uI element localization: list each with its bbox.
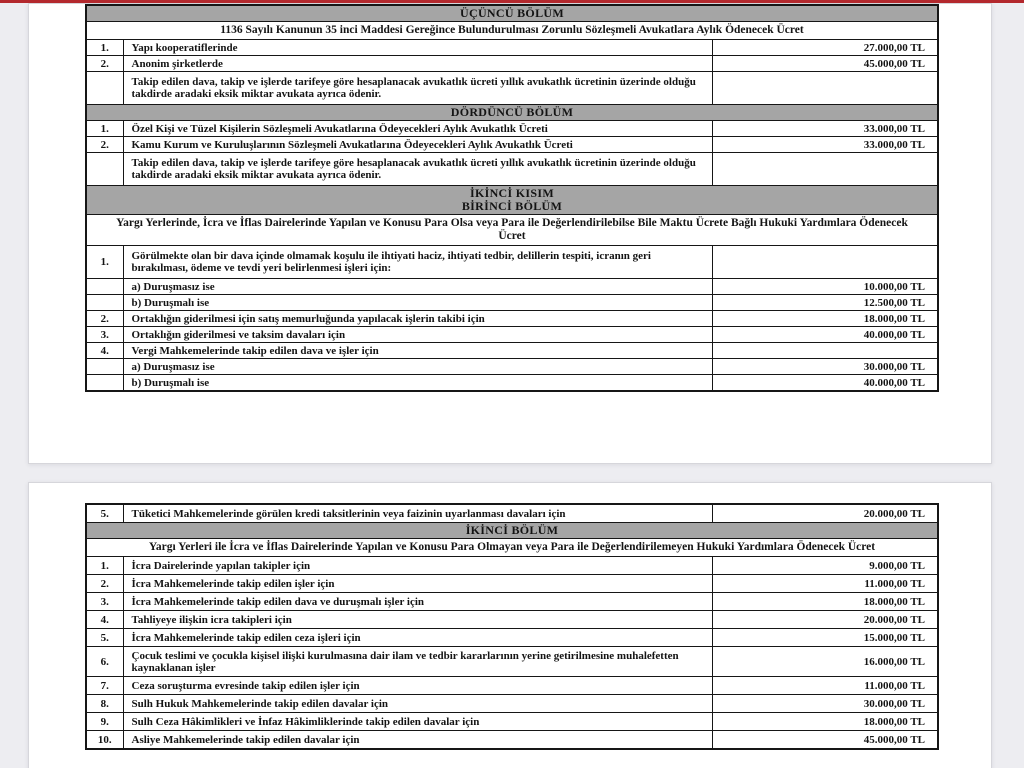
row-description-cell: Ceza soruşturma evresinde takip edilen işler için [123,677,712,695]
row-number-cell: 2. [86,575,123,593]
fee-item-row [86,647,938,677]
row-description-cell: Ortaklığın giderilmesi ve taksim davaları için [123,327,712,343]
row-amount-cell: 16.000,00 TL [712,647,938,677]
row-number-cell: 3. [86,327,123,343]
fee-item-row [86,72,938,105]
table-title-row [86,22,938,40]
section-header-row [86,105,938,121]
row-amount-cell: 11.000,00 TL [712,575,938,593]
document-page-2 [28,482,992,768]
row-number-cell: 5. [86,504,123,523]
row-amount-cell: 18.000,00 TL [712,311,938,327]
row-amount-cell: 20.000,00 TL [712,611,938,629]
row-amount-cell: 20.000,00 TL [712,504,938,523]
row-amount-cell: 30.000,00 TL [712,695,938,713]
row-amount-cell: 11.000,00 TL [712,677,938,695]
row-description-cell: Yapı kooperatiflerinde [123,40,712,56]
row-description-cell: İcra Mahkemelerinde takip edilen dava ve duruşmalı işler için [123,593,712,611]
viewer-top-border [0,0,1024,3]
section-header-line: İKİNCİ BÖLÜM [465,523,559,537]
fee-item-row [86,153,938,186]
fee-item-row [86,343,938,359]
table-title-cell: Yargı Yerlerinde, İcra ve İflas Dairelerinde Yapılan ve Konusu Para Olsa veya Para ile Değerlendirilebilse Bile Maktu Ücrete Bağlı Hukuki Yardımlara Ödenecek Ücret [86,215,938,246]
section-header-cell [86,186,938,215]
row-amount-cell: 45.000,00 TL [712,56,938,72]
row-number-cell: 8. [86,695,123,713]
table-title-row [86,215,938,246]
row-description-cell: İcra Mahkemelerinde takip edilen işler için [123,575,712,593]
fee-item-row [86,375,938,392]
row-amount-cell: 12.500,00 TL [712,295,938,311]
fee-item-row [86,677,938,695]
section-header-line: İKİNCİ KISIM [470,186,554,200]
section-header-row [86,523,938,539]
row-number-cell: 1. [86,121,123,137]
row-description-cell: b) Duruşmalı ise [123,375,712,392]
row-description-cell: Tüketici Mahkemelerinde görülen kredi taksitlerinin veya faizinin uyarlanması davaları için [123,504,712,523]
row-amount-cell: 27.000,00 TL [712,40,938,56]
section-header-line: ÜÇÜNCÜ BÖLÜM [460,6,564,20]
table-title-row [86,539,938,557]
fee-item-row [86,137,938,153]
fee-item-row [86,695,938,713]
row-number-cell: 6. [86,647,123,677]
fee-item-row [86,56,938,72]
section-header-line: BİRİNCİ BÖLÜM [461,199,563,213]
row-amount-cell [712,343,938,359]
row-description-cell: Tahliyeye ilişkin icra takipleri için [123,611,712,629]
fee-tariff-table-1 [85,4,939,392]
fee-item-row [86,611,938,629]
row-number-cell [86,295,123,311]
section-header-line: DÖRDÜNCÜ BÖLÜM [450,105,574,119]
row-description-cell: Kamu Kurum ve Kuruluşlarının Sözleşmeli Avukatlarına Ödeyecekleri Aylık Avukatlık Ücreti [123,137,712,153]
fee-item-row [86,327,938,343]
row-description-cell: Görülmekte olan bir dava içinde olmamak koşulu ile ihtiyati haciz, ihtiyati tedbir, delillerin tespiti, icranın geri bırakılması, ödeme ve tevdi yeri belirlenmesi işleri için: [123,246,712,279]
row-number-cell: 2. [86,311,123,327]
row-number-cell [86,359,123,375]
section-header-cell [86,105,938,121]
row-description-cell: Asliye Mahkemelerinde takip edilen davalar için [123,731,712,750]
row-description-cell: İcra Mahkemelerinde takip edilen ceza işleri için [123,629,712,647]
row-number-cell: 4. [86,343,123,359]
fee-item-row [86,121,938,137]
fee-item-row [86,629,938,647]
document-page-1 [28,3,992,464]
fee-item-row [86,311,938,327]
row-number-cell: 3. [86,593,123,611]
row-number-cell: 2. [86,137,123,153]
row-amount-cell: 30.000,00 TL [712,359,938,375]
row-number-cell: 9. [86,713,123,731]
row-amount-cell: 9.000,00 TL [712,557,938,575]
fee-item-row [86,575,938,593]
fee-tariff-table-2-body [86,504,938,749]
row-amount-cell: 40.000,00 TL [712,375,938,392]
row-description-cell: Takip edilen dava, takip ve işlerde tarifeye göre hesaplanacak avukatlık ücreti yıllık avukatlık ücretinin üzerinde olduğu takdirde aradaki eksik miktar avukata ayrıca ödenir. [123,72,712,105]
fee-item-row [86,246,938,279]
fee-item-row [86,359,938,375]
fee-item-row [86,504,938,523]
section-header-row [86,5,938,22]
row-description-cell: a) Duruşmasız ise [123,359,712,375]
row-amount-cell [712,246,938,279]
row-description-cell: b) Duruşmalı ise [123,295,712,311]
row-number-cell: 7. [86,677,123,695]
row-number-cell: 1. [86,40,123,56]
row-amount-cell: 40.000,00 TL [712,327,938,343]
row-description-cell: Ortaklığın giderilmesi için satış memurluğunda yapılacak işlerin takibi için [123,311,712,327]
row-description-cell: Vergi Mahkemelerinde takip edilen dava ve işler için [123,343,712,359]
row-amount-cell: 45.000,00 TL [712,731,938,750]
section-header-row [86,186,938,215]
row-number-cell: 4. [86,611,123,629]
fee-tariff-table-2 [85,503,939,750]
row-description-cell: Takip edilen dava, takip ve işlerde tarifeye göre hesaplanacak avukatlık ücreti yıllık avukatlık ücretinin üzerinde olduğu takdirde aradaki eksik miktar avukata ayrıca ödenir. [123,153,712,186]
row-description-cell: İcra Dairelerinde yapılan takipler için [123,557,712,575]
section-header-cell [86,5,938,22]
row-number-cell [86,279,123,295]
row-number-cell: 1. [86,246,123,279]
row-number-cell: 10. [86,731,123,750]
row-description-cell: Sulh Hukuk Mahkemelerinde takip edilen davalar için [123,695,712,713]
row-amount-cell: 18.000,00 TL [712,713,938,731]
fee-item-row [86,295,938,311]
table-title-cell: Yargı Yerleri ile İcra ve İflas Dairelerinde Yapılan ve Konusu Para Olmayan veya Para ile Değerlendirilemeyen Hukuki Yardımlara Ödenecek Ücret [86,539,938,557]
row-number-cell [86,153,123,186]
row-amount-cell: 33.000,00 TL [712,137,938,153]
row-number-cell [86,375,123,392]
section-header-cell [86,523,938,539]
row-description-cell: a) Duruşmasız ise [123,279,712,295]
row-number-cell: 1. [86,557,123,575]
row-amount-cell: 15.000,00 TL [712,629,938,647]
row-number-cell: 2. [86,56,123,72]
row-description-cell: Sulh Ceza Hâkimlikleri ve İnfaz Hâkimliklerinde takip edilen davalar için [123,713,712,731]
row-description-cell: Özel Kişi ve Tüzel Kişilerin Sözleşmeli Avukatlarına Ödeyecekleri Aylık Avukatlık Ücreti [123,121,712,137]
fee-item-row [86,731,938,750]
row-amount-cell [712,153,938,186]
row-amount-cell: 18.000,00 TL [712,593,938,611]
row-description-cell: Anonim şirketlerde [123,56,712,72]
fee-tariff-table-1-body [86,5,938,391]
fee-item-row [86,557,938,575]
fee-item-row [86,713,938,731]
fee-item-row [86,279,938,295]
row-amount-cell: 33.000,00 TL [712,121,938,137]
fee-item-row [86,40,938,56]
table-title-cell: 1136 Sayılı Kanunun 35 inci Maddesi Gereğince Bulundurulması Zorunlu Sözleşmeli Avukatlara Aylık Ödenecek Ücret [86,22,938,40]
row-amount-cell: 10.000,00 TL [712,279,938,295]
row-description-cell: Çocuk teslimi ve çocukla kişisel ilişki kurulmasına dair ilam ve tedbir kararlarının yerine getirilmesine muhalefetten kaynaklanan işler [123,647,712,677]
row-number-cell [86,72,123,105]
fee-item-row [86,593,938,611]
row-number-cell: 5. [86,629,123,647]
row-amount-cell [712,72,938,105]
